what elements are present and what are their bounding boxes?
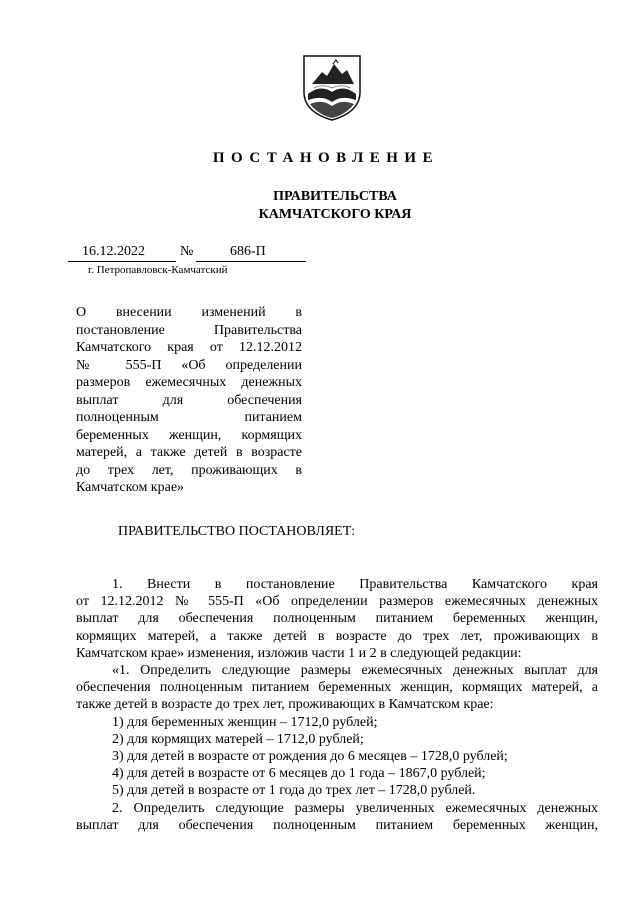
body-line: «1. Определить следующие размеры ежемесячных денежных выплат для <box>112 663 598 679</box>
subject-line: Камчатском крае» <box>76 480 185 495</box>
issuer-line: ПРАВИТЕЛЬСТВА <box>273 189 397 204</box>
issuer-line: КАМЧАТСКОГО КРАЯ <box>258 207 412 222</box>
subject-line: размеров ежемесячных денежных <box>76 375 302 390</box>
registration-row <box>68 244 308 266</box>
body-line: 1. Внести в постановление Правительства Камчатского края <box>112 577 598 592</box>
list-item: 4) для детей в возрасте от 6 месяцев до 1 года – 1867,0 рублей; <box>112 766 486 782</box>
body-line: 2. Определить следующие размеры увеличенных ежемесячных денежных <box>112 800 598 816</box>
subject-line: выплат для обеспечения <box>76 392 302 408</box>
document-type-title: ПОСТАНОВЛЕНИЕ <box>212 150 440 166</box>
document-number: 686-П <box>230 244 266 259</box>
body-line: Камчатском крае» изменения, изложив части 1 и 2 в следующей редакции: <box>76 645 522 661</box>
issuer-heading <box>0 188 640 224</box>
subject-line: постановление Правительства <box>76 322 302 338</box>
list-item: 2) для кормящих матерей – 1712,0 рублей; <box>112 731 364 747</box>
subject-line: матерей, а также детей в возрасте <box>76 445 302 460</box>
resolution-clause: ПРАВИТЕЛЬСТВО ПОСТАНОВЛЯЕТ: <box>118 524 356 539</box>
body-line: от 12.12.2012 № 555-П «Об определении размеров ежемесячных денежных <box>76 594 598 610</box>
subject-line: Камчатского края от 12.12.2012 <box>76 340 302 355</box>
subject-line: № 555-П «Об определении <box>76 357 302 373</box>
subject-line: О внесении изменений в <box>76 305 302 320</box>
number-sign: № <box>180 244 194 259</box>
document-body <box>76 576 598 834</box>
body-line: кормящих матерей, а также детей в возрасте до трех лет, проживающих в <box>76 628 598 644</box>
document-date: 16.12.2022 <box>82 244 145 259</box>
subject-line: до трех лет, проживающих в <box>76 462 302 478</box>
document-subject <box>76 304 302 497</box>
number-underline <box>196 261 306 262</box>
body-line: также детей в возрасте до трех лет, проживающих в Камчатском крае: <box>76 697 494 713</box>
list-item: 3) для детей в возрасте от рождения до 6 месяцев – 1728,0 рублей; <box>112 749 508 765</box>
body-line: выплат для обеспечения полноценным питанием беременных женщин, <box>76 817 598 833</box>
subject-line: полноценным питанием <box>76 410 302 425</box>
body-line: выплат для обеспечения полноценным питанием беременных женщин, <box>76 611 598 627</box>
city-of-issue: г. Петропавловск-Камчатский <box>88 264 228 276</box>
date-underline <box>68 261 176 262</box>
subject-line: беременных женщин, кормящих <box>76 427 302 443</box>
list-item: 1) для беременных женщин – 1712,0 рублей; <box>112 714 378 730</box>
list-item: 5) для детей в возрасте от 1 года до трех лет – 1728,0 рублей. <box>112 783 476 799</box>
body-line: обеспечения полноценным питанием беременных женщин, кормящих матерей, а <box>76 680 598 696</box>
coat-of-arms-emblem <box>300 54 364 122</box>
